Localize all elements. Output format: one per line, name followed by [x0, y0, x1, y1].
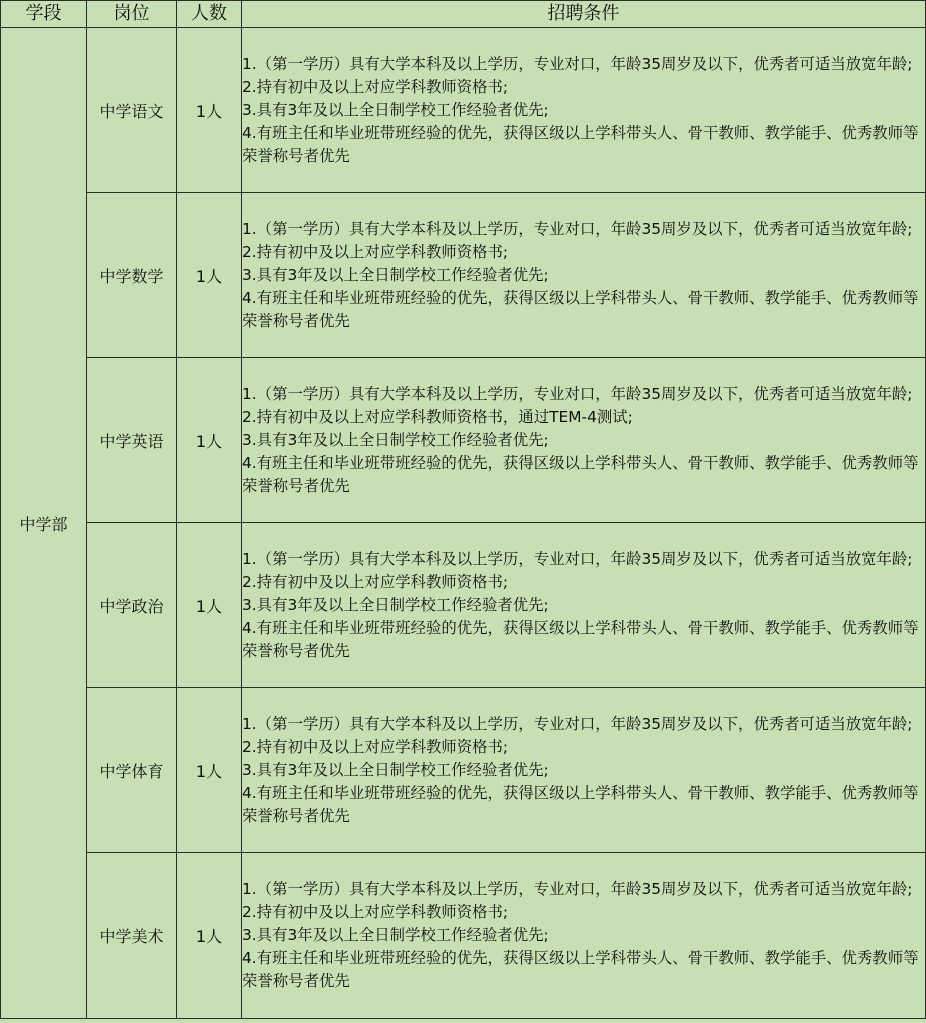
condition-line: 4.有班主任和毕业班带班经验的优先，获得区级以上学科带头人、骨干教师、教学能手、优秀教师等荣誉称号者优先 — [242, 949, 919, 990]
count-cell: 1人 — [177, 688, 242, 853]
condition-line: 1.（第一学历）具有大学本科及以上学历，专业对口，年龄35周岁及以下，优秀者可适当放宽年龄; — [242, 549, 913, 568]
header-stage: 学段 — [1, 1, 87, 28]
post-cell: 中学体育 — [87, 688, 177, 853]
conditions-cell — [242, 193, 926, 358]
condition-line: 4.有班主任和毕业班带班经验的优先，获得区级以上学科带头人、骨干教师、教学能手、优秀教师等荣誉称号者优先 — [242, 783, 919, 825]
condition-line: 4.有班主任和毕业班带班经验的优先，获得区级以上学科带头人、骨干教师、教学能手、优秀教师等荣誉称号者优先 — [242, 288, 919, 330]
condition-line: 3.具有3年及以上全日制学校工作经验者优先; — [242, 100, 549, 119]
conditions-cell — [242, 688, 926, 853]
condition-line: 1.（第一学历）具有大学本科及以上学历，专业对口，年龄35周岁及以下，优秀者可适当放宽年龄; — [242, 219, 913, 238]
table-row — [1, 193, 926, 358]
condition-line: 3.具有3年及以上全日制学校工作经验者优先; — [242, 926, 549, 944]
condition-line: 4.有班主任和毕业班带班经验的优先，获得区级以上学科带头人、骨干教师、教学能手、优秀教师等荣誉称号者优先 — [242, 123, 919, 165]
header-conditions: 招聘条件 — [242, 1, 926, 28]
condition-line: 2.持有初中及以上对应学科教师资格书; — [242, 77, 509, 96]
conditions-cell — [242, 853, 926, 1019]
conditions-cell — [242, 523, 926, 688]
count-cell: 1人 — [177, 28, 242, 193]
count-cell: 1人 — [177, 193, 242, 358]
table-row — [1, 523, 926, 688]
condition-line: 2.持有初中及以上对应学科教师资格书; — [242, 903, 509, 921]
condition-line: 1.（第一学历）具有大学本科及以上学历，专业对口，年龄35周岁及以下，优秀者可适当放宽年龄; — [242, 384, 913, 403]
condition-line: 1.（第一学历）具有大学本科及以上学历，专业对口，年龄35周岁及以下，优秀者可适当放宽年龄; — [242, 880, 913, 898]
table-row — [1, 28, 926, 193]
header-count: 人数 — [177, 1, 242, 28]
table-header-row — [1, 1, 926, 28]
count-cell: 1人 — [177, 523, 242, 688]
header-post: 岗位 — [87, 1, 177, 28]
condition-line: 3.具有3年及以上全日制学校工作经验者优先; — [242, 430, 549, 449]
conditions-cell — [242, 28, 926, 193]
post-cell: 中学数学 — [87, 193, 177, 358]
post-cell: 中学英语 — [87, 358, 177, 523]
condition-line: 3.具有3年及以上全日制学校工作经验者优先; — [242, 760, 549, 779]
post-cell: 中学政治 — [87, 523, 177, 688]
count-cell: 1人 — [177, 853, 242, 1019]
condition-line: 3.具有3年及以上全日制学校工作经验者优先; — [242, 265, 549, 284]
condition-line: 4.有班主任和毕业班带班经验的优先，获得区级以上学科带头人、骨干教师、教学能手、优秀教师等荣誉称号者优先 — [242, 618, 919, 660]
table-row — [1, 358, 926, 523]
table-row — [1, 853, 926, 1019]
stage-cell: 中学部 — [1, 28, 87, 1019]
condition-line: 2.持有初中及以上对应学科教师资格书; — [242, 737, 509, 756]
post-cell: 中学语文 — [87, 28, 177, 193]
post-cell: 中学美术 — [87, 853, 177, 1019]
count-cell: 1人 — [177, 358, 242, 523]
table-row — [1, 688, 926, 853]
condition-line: 2.持有初中及以上对应学科教师资格书，通过TEM-4测试; — [242, 407, 633, 426]
condition-line: 4.有班主任和毕业班带班经验的优先，获得区级以上学科带头人、骨干教师、教学能手、优秀教师等荣誉称号者优先 — [242, 453, 919, 495]
condition-line: 2.持有初中及以上对应学科教师资格书; — [242, 242, 509, 261]
condition-line: 1.（第一学历）具有大学本科及以上学历，专业对口，年龄35周岁及以下，优秀者可适当放宽年龄; — [242, 714, 913, 733]
condition-line: 1.（第一学历）具有大学本科及以上学历，专业对口，年龄35周岁及以下，优秀者可适当放宽年龄; — [242, 54, 913, 73]
condition-line: 2.持有初中及以上对应学科教师资格书; — [242, 572, 509, 591]
condition-line: 3.具有3年及以上全日制学校工作经验者优先; — [242, 595, 549, 614]
conditions-cell — [242, 358, 926, 523]
